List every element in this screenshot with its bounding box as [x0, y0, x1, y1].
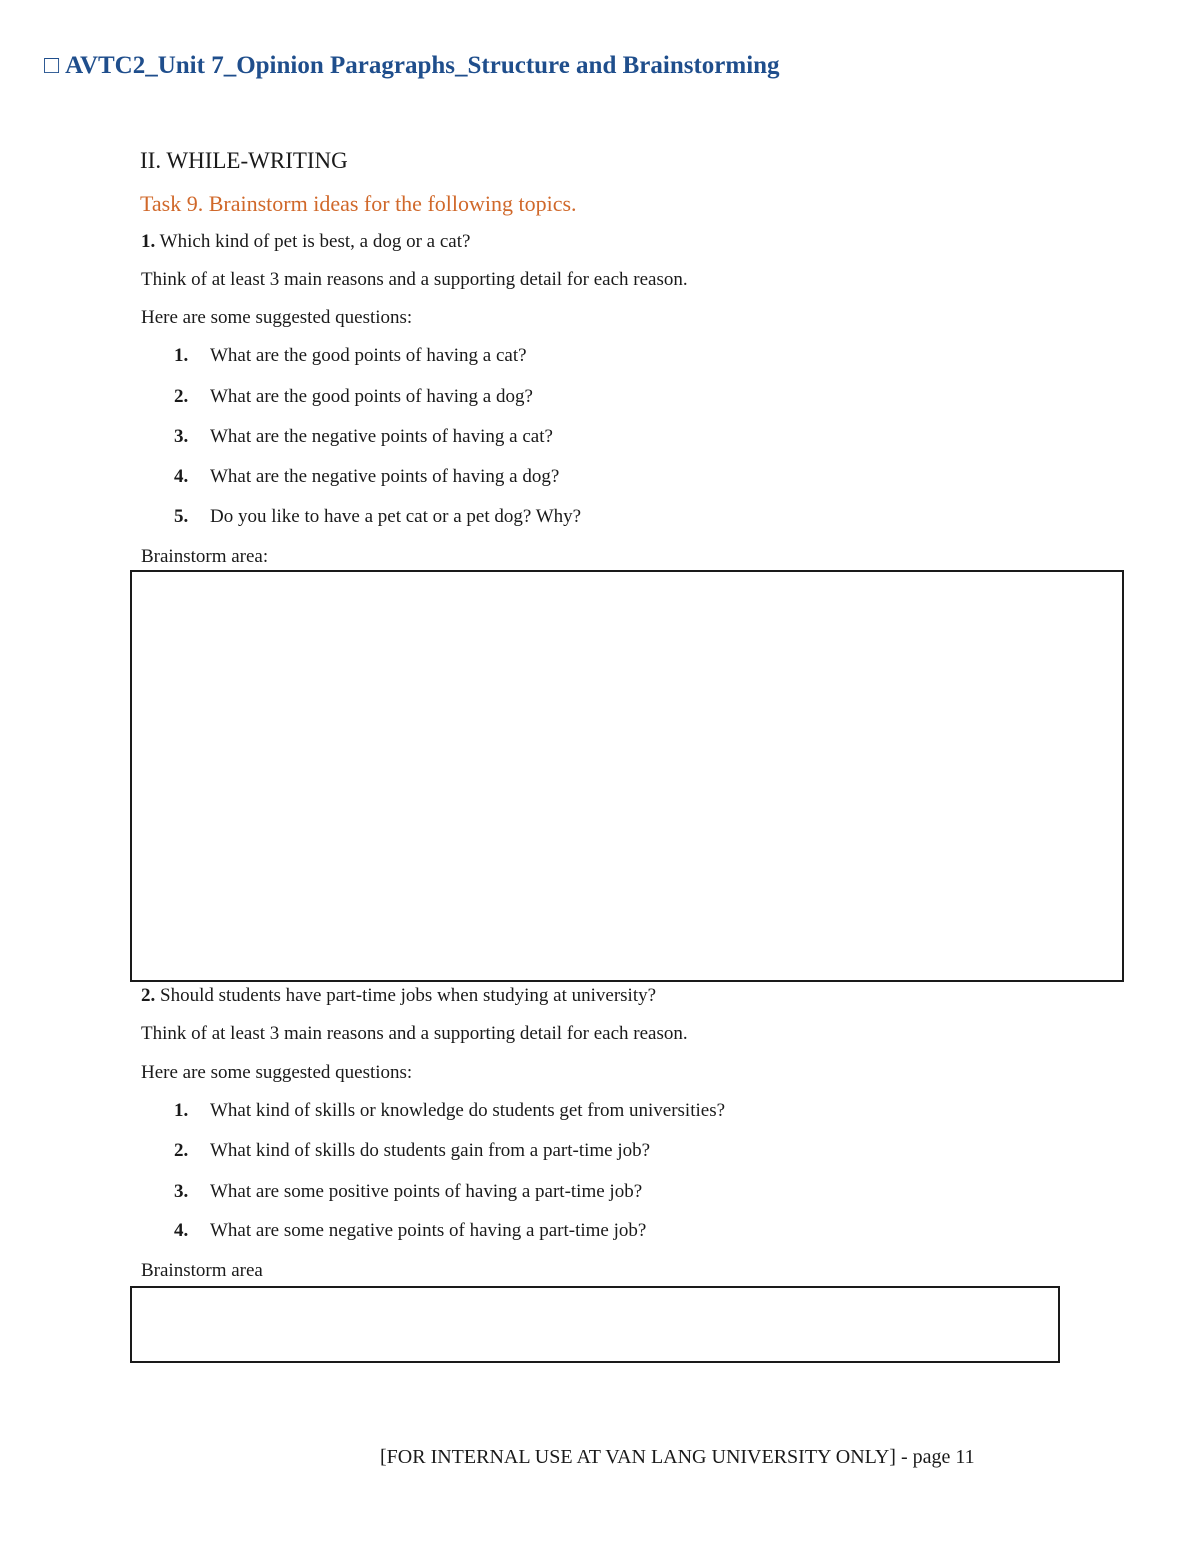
- topic1-list-item: 2. What are the good points of having a dog?: [174, 386, 533, 407]
- topic1-brainstorm-label: Brainstorm area:: [141, 546, 269, 567]
- topic2-brainstorm-label: Brainstorm area: [141, 1260, 263, 1281]
- topic1-brainstorm-area[interactable]: [130, 570, 1124, 982]
- topic1-list-item: 5. Do you like to have a pet cat or a pet dog? Why?: [174, 506, 582, 527]
- section-heading: II. WHILE-WRITING: [140, 148, 348, 173]
- topic2-question: [141, 986, 656, 1005]
- topic1-list-item: 1. What are the good points of having a cat?: [174, 345, 527, 366]
- page-footer: [FOR INTERNAL USE AT VAN LANG UNIVERSITY ONLY] - page 11: [380, 1446, 975, 1468]
- topic2-suggested-label: Here are some suggested questions:: [141, 1062, 413, 1083]
- topic2-question-text: Should students have part-time jobs when studying at university?: [160, 985, 657, 1006]
- topic1-instruction: Think of at least 3 main reasons and a supporting detail for each reason.: [141, 269, 688, 290]
- topic2-list-item: 2. What kind of skills do students gain from a part-time job?: [174, 1140, 651, 1161]
- task-title: Task 9. Brainstorm ideas for the following topics.: [140, 191, 577, 216]
- header-title: AVTC2_Unit 7_Opinion Paragraphs_Structure and Brainstorming: [65, 52, 780, 79]
- topic1-suggested-label: Here are some suggested questions:: [141, 307, 413, 328]
- topic1-question-text: Which kind of pet is best, a dog or a cat?: [159, 231, 471, 252]
- topic1-number: 1.: [141, 231, 156, 252]
- topic2-brainstorm-area[interactable]: [130, 1286, 1060, 1363]
- topic1-list-item: 3. What are the negative points of having a cat?: [174, 426, 553, 447]
- topic2-list-item: 1. What kind of skills or knowledge do students get from universities?: [174, 1100, 726, 1121]
- topic2-list-item: 4. What are some negative points of having a part-time job?: [174, 1220, 647, 1241]
- topic1-list-item: 4. What are the negative points of having a dog?: [174, 466, 560, 487]
- topic2-instruction: Think of at least 3 main reasons and a supporting detail for each reason.: [141, 1023, 688, 1044]
- topic2-number: 2.: [141, 985, 156, 1006]
- topic1-question: [141, 232, 470, 251]
- document-header: [44, 52, 780, 80]
- topic2-list-item: 3. What are some positive points of having a part-time job?: [174, 1181, 643, 1202]
- document-icon: □: [44, 52, 60, 79]
